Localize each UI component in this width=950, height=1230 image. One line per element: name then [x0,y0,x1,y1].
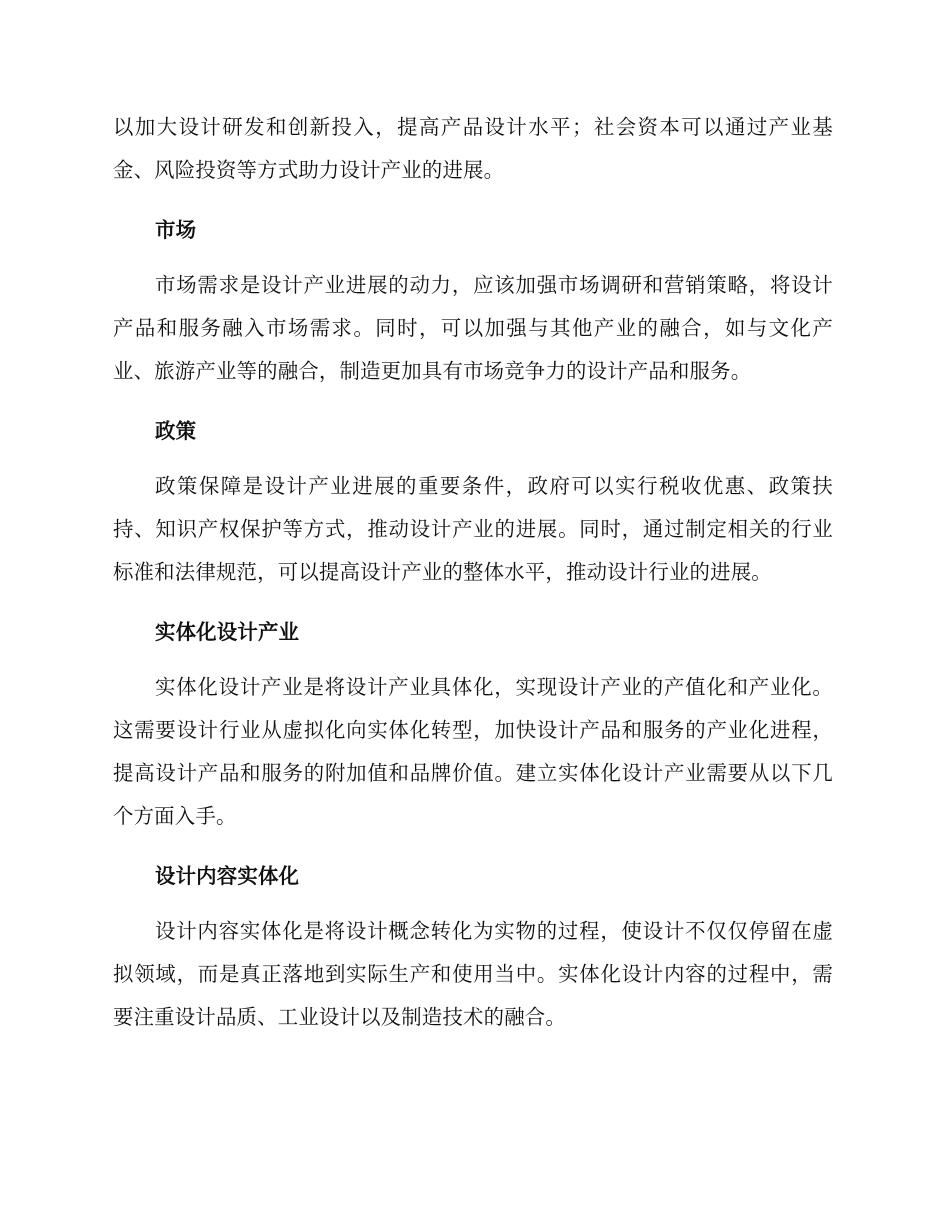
section-heading-design-content-materialization: 设计内容实体化 [155,864,300,888]
paragraph-design-content-materialization: 设计内容实体化是将设计概念转化为实物的过程，使设计不仅仅停留在虚拟领域，而是真正落地到实际生产和使用当中。实体化设计内容的过程中，需要注重设计品质、工业设计以及制造技术的融合。 [113,919,833,1029]
paragraph-policy: 政策保障是设计产业进展的重要条件，政府可以实行税收优惠、政策扶持、知识产权保护等方式，推动设计产业的进展。同时，通过制定相关的行业标准和法律规范，可以提高设计产业的整体水平，推动设计行业的进展。 [113,474,833,584]
paragraph-market: 市场需求是设计产业进展的动力，应该加强市场调研和营销策略，将设计产品和服务融入市场需求。同时，可以加强与其他产业的融合，如与文化产业、旅游产业等的融合，制造更加具有市场竞争力的设计产品和服务。 [113,273,833,383]
section-heading-policy: 政策 [155,419,197,443]
section-heading-market: 市场 [155,218,197,242]
paragraph-physical-design-industry: 实体化设计产业是将设计产业具体化，实现设计产业的产值化和产业化。这需要设计行业从虚拟化向实体化转型，加快设计产品和服务的产业化进程，提高设计产品和服务的附加值和品牌价值。建立实体化设计产业需要从以下几个方面入手。 [113,675,833,828]
paragraph-funding-continued: 以加大设计研发和创新投入，提高产品设计水平；社会资本可以通过产业基金、风险投资等方式助力设计产业的进展。 [113,115,833,182]
section-heading-physical-design-industry: 实体化设计产业 [155,620,300,644]
document-body [113,106,833,1039]
